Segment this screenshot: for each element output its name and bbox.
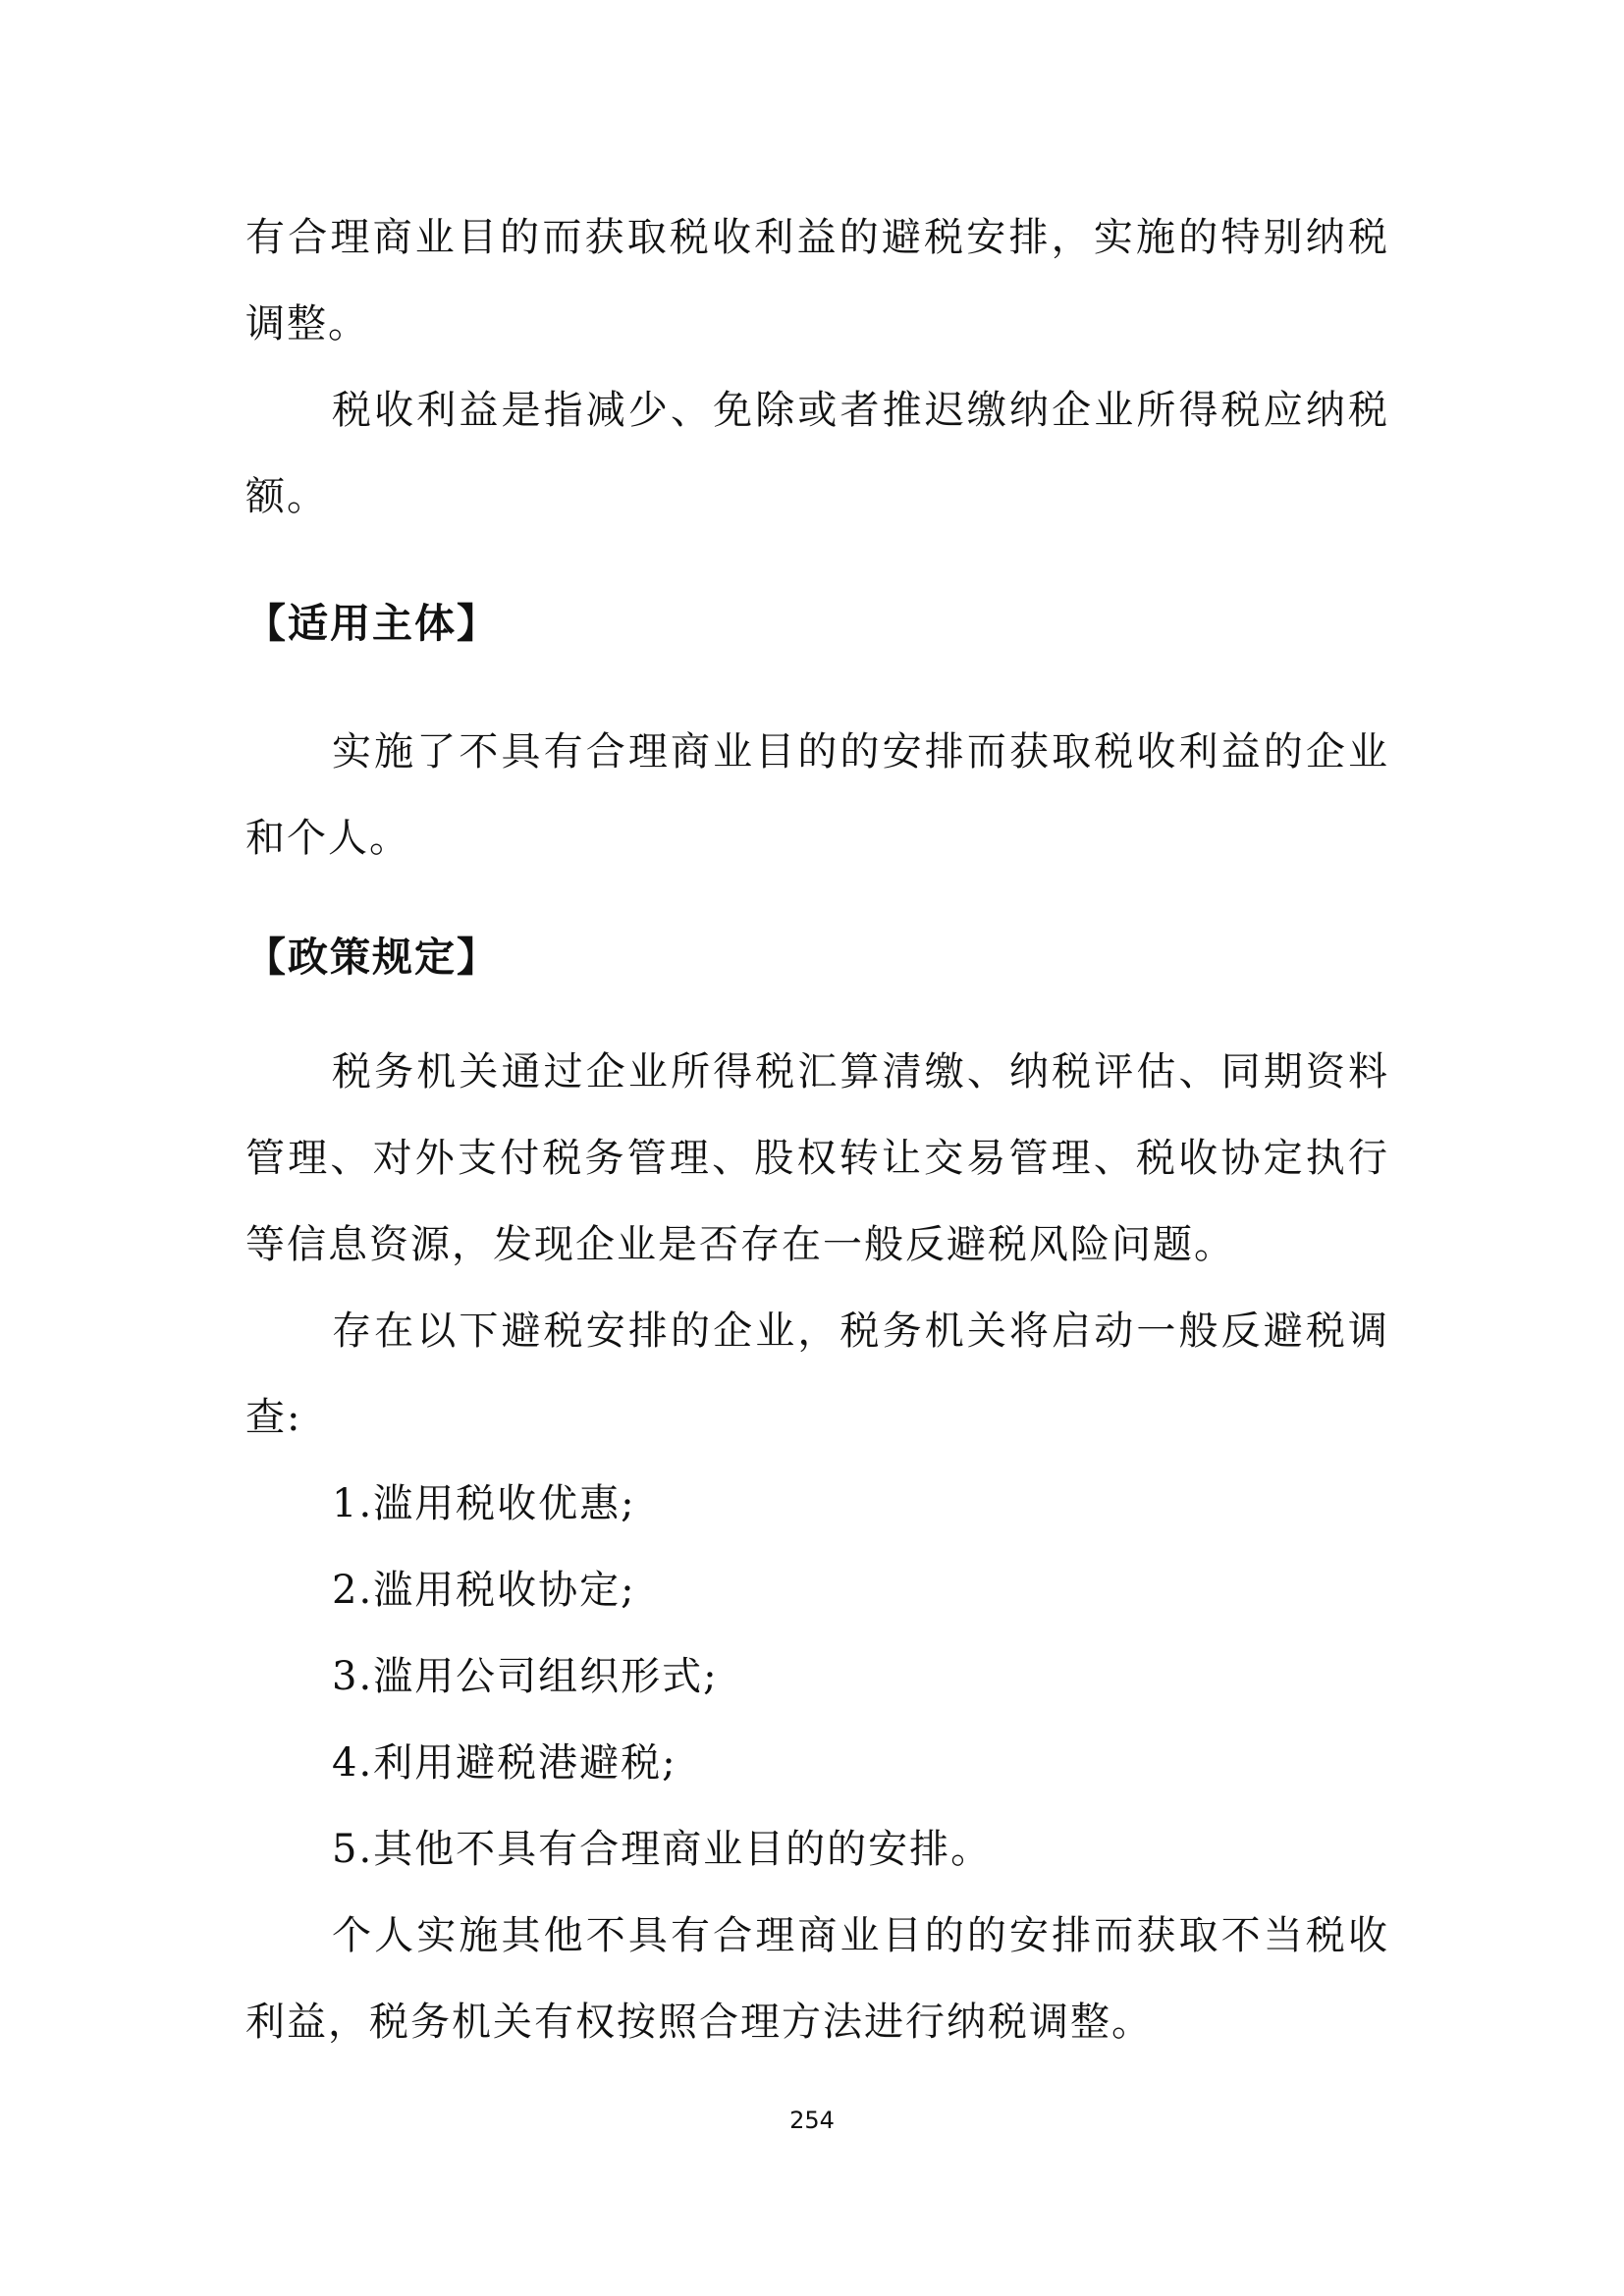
- paragraph-investigation-trigger: 存在以下避税安排的企业，税务机关将启动一般反避税调查:: [245, 1308, 1389, 1440]
- applicable-subject-heading-block: [245, 594, 1389, 653]
- list-item: 4.利用避税港避税;: [332, 1740, 677, 1786]
- paragraph-tax-benefit-definition: 税收利益是指减少、免除或者推迟缴纳企业所得税应纳税额。: [245, 388, 1389, 519]
- paragraph-continuation: 有合理商业目的而获取税收利益的避税安排，实施的特别纳税调整。: [245, 215, 1389, 347]
- page-number: 254: [789, 2107, 835, 2134]
- list-item: 5.其他不具有合理商业目的的安排。: [332, 1827, 993, 1872]
- policy-heading-block: [245, 928, 1389, 987]
- list-item: 2.滥用税收协定;: [332, 1568, 636, 1613]
- paragraph-risk-discovery: 税务机关通过企业所得税汇算清缴、纳税评估、同期资料管理、对外支付税务管理、股权转让交易管理、税收协定执行等信息资源，发现企业是否存在一般反避税风险问题。: [245, 1049, 1389, 1267]
- list-item: 3.滥用公司组织形式;: [332, 1654, 719, 1699]
- policy-section: [245, 1029, 1389, 2065]
- heading-policy-provisions: 【政策规定】: [245, 934, 499, 981]
- paragraph-individual-adjustment: 个人实施其他不具有合理商业目的的安排而获取不当税收利益，税务机关有权按照合理方法进行纳税调整。: [245, 1913, 1389, 2045]
- intro-section: [245, 194, 1389, 540]
- applicable-subject-section: [245, 709, 1389, 881]
- heading-applicable-subject: 【适用主体】: [245, 600, 499, 647]
- list-item: 1.滥用税收优惠;: [332, 1481, 636, 1526]
- paragraph-applicable-subject: 实施了不具有合理商业目的的安排而获取税收利益的企业和个人。: [245, 729, 1389, 861]
